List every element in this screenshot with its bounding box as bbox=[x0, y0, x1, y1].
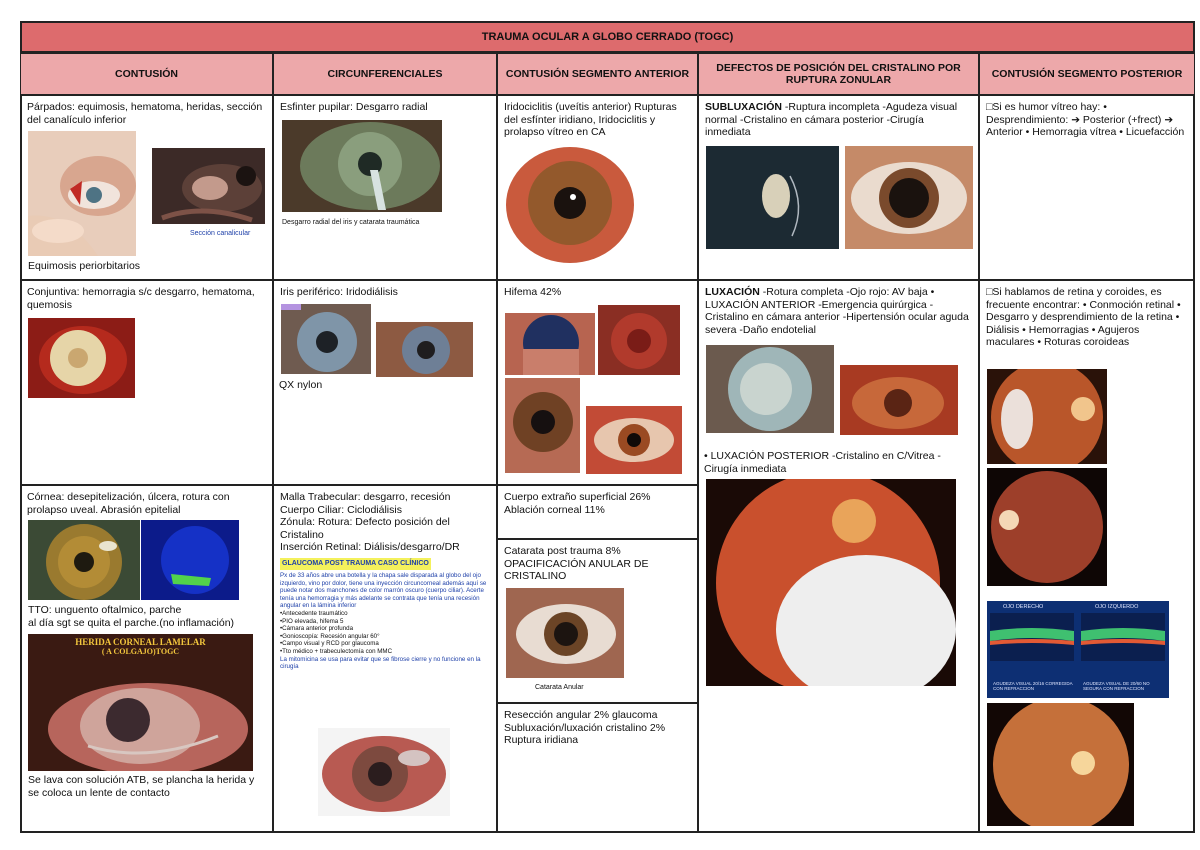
tto-line-1: TTO: unguento oftalmico, parche bbox=[28, 604, 182, 616]
glaucoma-item-1: •Antecedente traumático bbox=[280, 609, 348, 617]
hifema-text: Hifema 42% bbox=[504, 286, 562, 298]
conjuntiva-text: Conjuntiva: hemorragia s/c desgarro, hematoma, quemosis bbox=[27, 286, 255, 311]
header-segmento-posterior: CONTUSIÓN SEGMENTO POSTERIOR bbox=[979, 53, 1195, 95]
luxacion-posterior-photo bbox=[706, 479, 956, 686]
oct-caption-right: AGUDEZA VISUAL DE 20/60 NO SEGURA CON REFRACCION bbox=[1083, 681, 1150, 691]
catarata-caption: Catarata Anular bbox=[535, 684, 584, 691]
retina-text: □Si hablamos de retina y coroides, es frecuente encontrar: • Conmoción retinal • Desgarro y desprendimiento de la retina • Diálisis • Hemorragias • Agujeros maculares • Roturas coroideas bbox=[986, 286, 1181, 348]
herida-banner-2: ( A COLGAJO)TOGC bbox=[101, 647, 180, 656]
subluxacion-title: SUBLUXACIÓN bbox=[705, 101, 783, 113]
malla-line-2: Cuerpo Ciliar: Ciclodiálisis bbox=[280, 503, 402, 516]
equimosis-text: Equimosis periorbitarios bbox=[28, 260, 141, 272]
cornea-photo bbox=[28, 520, 140, 600]
herida-banner-1: HERIDA CORNEAL LAMELAR bbox=[75, 637, 206, 647]
subluxacion-photo-2 bbox=[845, 146, 973, 249]
subluxacion-desc: -Ruptura incompleta -Agudeza visual normal -Cristalino en cámara posterior -Cirugía inmediata bbox=[705, 101, 958, 138]
hifema-photo-1 bbox=[505, 313, 595, 375]
malla-line-4: Inserción Retinal: Diálisis/desgarro/DR bbox=[280, 541, 460, 553]
header-cristalino: DEFECTOS DE POSICIÓN DEL CRISTALINO POR RUPTURA ZONULAR bbox=[698, 53, 979, 95]
herida-corneal-photo bbox=[28, 634, 253, 771]
luxacion-text bbox=[705, 286, 972, 336]
eyelid-photo bbox=[28, 131, 136, 256]
header-circunferenciales: CIRCUNFERENCIALES bbox=[273, 53, 497, 95]
subluxacion-photo-1 bbox=[706, 146, 839, 249]
iridociclitis-photo bbox=[505, 145, 635, 265]
glaucoma-footer: La mitomicina se usa para evitar que se fibrose cierre y no funcione en la cirugía bbox=[280, 655, 481, 671]
retina-photo-2 bbox=[987, 468, 1107, 586]
esfinter-text: Esfinter pupilar: Desgarro radial bbox=[280, 101, 428, 113]
luxacion-desc: -Rotura completa -Ojo rojo: AV baja • LUXACIÓN ANTERIOR -Emergencia quirúrgica -Cristalino en cámara anterior -Hipertensión ocular aguda severa -Daño endotelial bbox=[705, 286, 969, 336]
se-lava-text: Se lava con solución ATB, se plancha la herida y se coloca un lente de contacto bbox=[28, 774, 255, 799]
cell-reseccion bbox=[497, 703, 698, 833]
oct-label-right: OJO IZQUIERDO bbox=[1095, 604, 1139, 610]
oct-caption-left: AGUDEZA VISUAL 20/16 CORREGIDA CON REFRACCION bbox=[993, 681, 1073, 691]
hifema-photo-2 bbox=[598, 305, 680, 375]
header-segmento-anterior: CONTUSIÓN SEGMENTO ANTERIOR bbox=[497, 53, 698, 95]
page-title: TRAUMA OCULAR A GLOBO CERRADO (TOGC) bbox=[20, 21, 1195, 53]
qx-nylon-text: QX nylon bbox=[279, 379, 323, 391]
hifema-photo-3 bbox=[505, 378, 580, 473]
glaucoma-item-3: •Cámara anterior profunda bbox=[280, 625, 354, 633]
catarata-text: Catarata post trauma 8% OPACIFICACIÓN ANULAR DE CRISTALINO bbox=[504, 545, 649, 582]
glaucoma-item-2: •PIO elevada, hifema 5 bbox=[280, 617, 344, 625]
oct-label-left: OJO DERECHO bbox=[1003, 604, 1044, 610]
fluorescein-photo bbox=[141, 520, 239, 600]
tto-line-2: al día sgt se quita el parche.(no inflamación) bbox=[28, 616, 235, 629]
glaucoma-item-5: •Campo visual y RCD por glaucoma bbox=[280, 640, 379, 648]
iris-periferico-text: Iris periférico: Iridodiálisis bbox=[280, 286, 398, 298]
oct-image bbox=[987, 601, 1169, 698]
canalicular-caption: Sección canalicular bbox=[190, 230, 251, 237]
parpados-text: Párpados: equimosis, hematoma, heridas, sección del canalículo inferior bbox=[27, 101, 263, 126]
humor-vitreo-text: □Si es humor vítreo hay: • Desprendimiento: ➔ Posterior (+frect) ➔ Anterior • Hemorragia vítrea • Licuefacción bbox=[986, 101, 1185, 138]
malla-line-3: Zónula: Rotura: Defecto posición del Cristalino bbox=[280, 516, 450, 541]
retina-photo-3 bbox=[987, 703, 1134, 826]
luxacion-posterior-text: • LUXACIÓN POSTERIOR -Cristalino en C/Vitrea -Cirugía inmediata bbox=[704, 450, 941, 475]
reseccion-text: Resección angular 2% glaucoma Subluxación/luxación cristalino 2% Ruptura iridiana bbox=[504, 709, 666, 746]
tto-block bbox=[28, 604, 273, 634]
luxacion-photo-2 bbox=[840, 365, 958, 435]
iridociclitis-text: Iridociclitis (uveítis anterior) Rupturas del esfínter iridiano, Iridociclitis y prolapso vítreo en CA bbox=[504, 101, 677, 138]
hifema-photo-4 bbox=[586, 406, 682, 474]
glaucoma-photo bbox=[318, 728, 450, 816]
luxacion-title: LUXACIÓN bbox=[705, 286, 760, 298]
iridodialisis-photo-2 bbox=[376, 322, 473, 377]
iris-radial-caption: Desgarro radial del iris y catarata traumática bbox=[282, 219, 420, 226]
cornea-text: Córnea: desepitelización, úlcera, rotura con prolapso uveal. Abrasión epitelial bbox=[27, 491, 230, 516]
malla-line-1: Malla Trabecular: desgarro, recesión bbox=[280, 491, 451, 503]
glaucoma-case-body: Px de 33 años abre una botella y la chapa sale disparada al globo del ojo izquierdo, vino por dolor, tiene una inyección circuncorneal además aquí se puede notar dos manchones de color marrón oscuro (cuerpo ciliar). Acerte tenía una hemorragia y más adelante se contrata que tenía una recesión angular en la lámina inferior bbox=[280, 572, 487, 610]
retina-photo-1 bbox=[987, 369, 1107, 464]
canalicular-photo bbox=[152, 148, 265, 224]
iridodialisis-photo-1 bbox=[281, 304, 371, 374]
luxacion-photo-1 bbox=[706, 345, 834, 433]
conjuntiva-photo bbox=[28, 318, 135, 398]
glaucoma-item-6: •Tto médico + trabeculectomía con MMC bbox=[280, 647, 393, 655]
cell-humor-vitreo bbox=[979, 95, 1195, 280]
glaucoma-case-title: GLAUCOMA POST TRAUMA CASO CLÍNICO bbox=[280, 558, 431, 571]
glaucoma-item-4: •Gonioscopía: Recesión angular 60° bbox=[280, 632, 380, 640]
iris-radial-photo bbox=[282, 120, 442, 212]
catarata-photo bbox=[506, 588, 624, 678]
header-contusion: CONTUSIÓN bbox=[20, 53, 273, 95]
cell-cuerpo-extrano bbox=[497, 485, 698, 539]
cuerpo-extrano-text: Cuerpo extraño superficial 26% Ablación corneal 11% bbox=[504, 491, 651, 516]
glaucoma-case bbox=[280, 556, 490, 671]
subluxacion-text bbox=[705, 101, 972, 139]
